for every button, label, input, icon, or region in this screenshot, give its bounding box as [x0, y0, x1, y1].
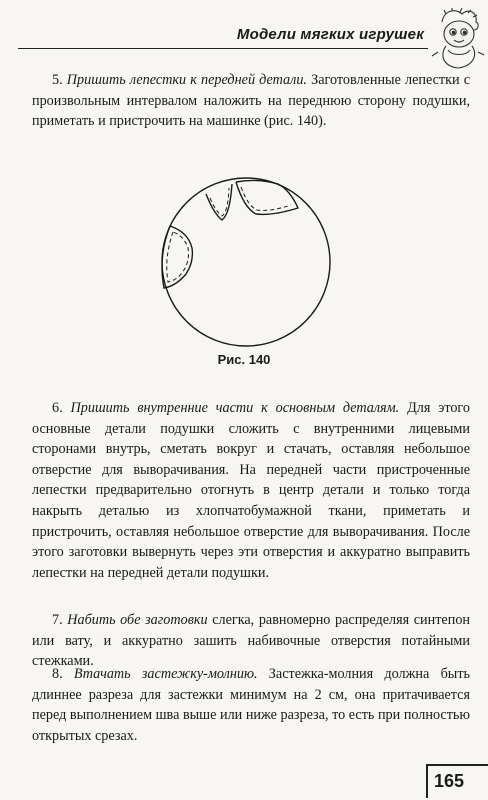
step-6-paragraph — [32, 398, 470, 583]
step-title: Пришить лепестки к передней детали. — [66, 72, 307, 88]
step-title: Втачать застежку-молнию. — [73, 666, 258, 682]
page-number-box — [426, 762, 488, 800]
step-body: Заготовленные лепестки с произвольным интервалом наложить на переднюю сторону подушки, приметать и пристрочить на машинке (рис. 140). — [32, 72, 471, 130]
figure-caption: Рис. 140 — [217, 352, 271, 367]
step-number: 8. — [52, 666, 74, 682]
step-body: слегка, равномерно распределяя синтепон или вату, и аккуратно зашить набивочные отверстия потайными стежками. — [32, 612, 471, 670]
step-title: Пришить внутренние части к основным деталям. — [70, 400, 400, 416]
step-title: Набить обе заготовки — [67, 612, 208, 628]
header-title: Модели мягких игрушек — [236, 26, 424, 43]
header-rule — [18, 48, 428, 49]
page-number: 165 — [434, 771, 465, 791]
doll-icon — [428, 8, 486, 70]
step-7-paragraph — [32, 610, 470, 672]
step-body: Для этого основные детали подушки сложить с внутренними лицевыми сторонами внутрь, сметать вокруг и стачать, оставляя небольшое отверстие для выворачивания. На передней части пристроченные лепестки предварительно отогнуть в центр детали и только тогда накрыть деталью из хлопчатобумажной ткани, приметать и пристрочить, оставляя небольшое отверстие для выворачивания. После этого заготовки вывернуть через эти отверстия и аккуратно выправить лепестки на передней детали подушки. — [32, 400, 470, 581]
page-number-bracket-horizontal — [426, 764, 488, 766]
running-header — [18, 8, 488, 58]
step-number: 5. — [52, 72, 67, 88]
step-8-paragraph — [32, 664, 470, 746]
step-number: 6. — [52, 400, 71, 416]
step-number: 7. — [52, 612, 68, 628]
step-5-paragraph — [32, 70, 470, 132]
page-number-bracket-vertical — [426, 764, 428, 798]
step-body: Застежка-молния должна быть длиннее разреза для застежки минимум на 2 см, она притачивается перед выполнением шва выше или ниже разреза, то есть при полностью открытых срезах. — [32, 666, 470, 744]
figure-140-illustration — [148, 170, 344, 350]
